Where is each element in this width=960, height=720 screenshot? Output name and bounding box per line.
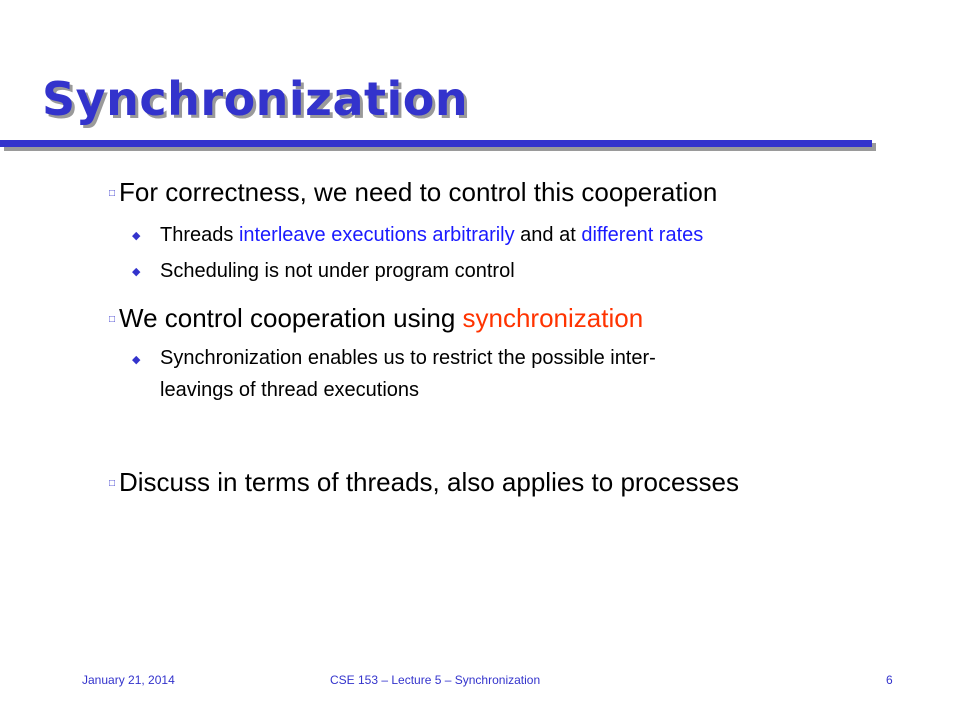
sub-bullet-sync-line-2: leavings of thread executions bbox=[160, 379, 420, 401]
footer-course: CSE 153 – Lecture 5 – Synchronization bbox=[330, 673, 541, 687]
sub-bullet-interleave bbox=[160, 222, 703, 248]
bullet-correctness: For correctness, we need to control this cooperation bbox=[119, 177, 718, 207]
highlight-synchronization: synchronization bbox=[462, 303, 644, 333]
square-bullet-icon: □ bbox=[109, 188, 116, 199]
diamond-bullet-icon: ◆ bbox=[132, 266, 141, 278]
bullet-text: We control cooperation using bbox=[119, 303, 463, 333]
bullet-cooperation bbox=[119, 302, 643, 334]
slide-title: Synchronization bbox=[42, 72, 469, 126]
highlight-interleave: interleave executions arbitrarily bbox=[238, 224, 515, 246]
sub-bullet-text: Threads bbox=[160, 224, 239, 246]
sub-bullet-text: and at bbox=[514, 224, 582, 246]
square-bullet-icon: □ bbox=[109, 314, 116, 325]
diamond-bullet-icon: ◆ bbox=[132, 354, 141, 366]
footer-date: January 21, 2014 bbox=[82, 673, 175, 687]
sub-bullet-scheduling: Scheduling is not under program control bbox=[160, 260, 515, 282]
square-bullet-icon: □ bbox=[109, 478, 116, 489]
footer-page-number: 6 bbox=[886, 673, 893, 687]
highlight-rates: different rates bbox=[581, 224, 704, 246]
diamond-bullet-icon: ◆ bbox=[132, 230, 141, 242]
sub-bullet-sync-line-1: Synchronization enables us to restrict the possible inter- bbox=[160, 347, 656, 369]
bullet-discuss: Discuss in terms of threads, also applies to processes bbox=[119, 467, 739, 497]
